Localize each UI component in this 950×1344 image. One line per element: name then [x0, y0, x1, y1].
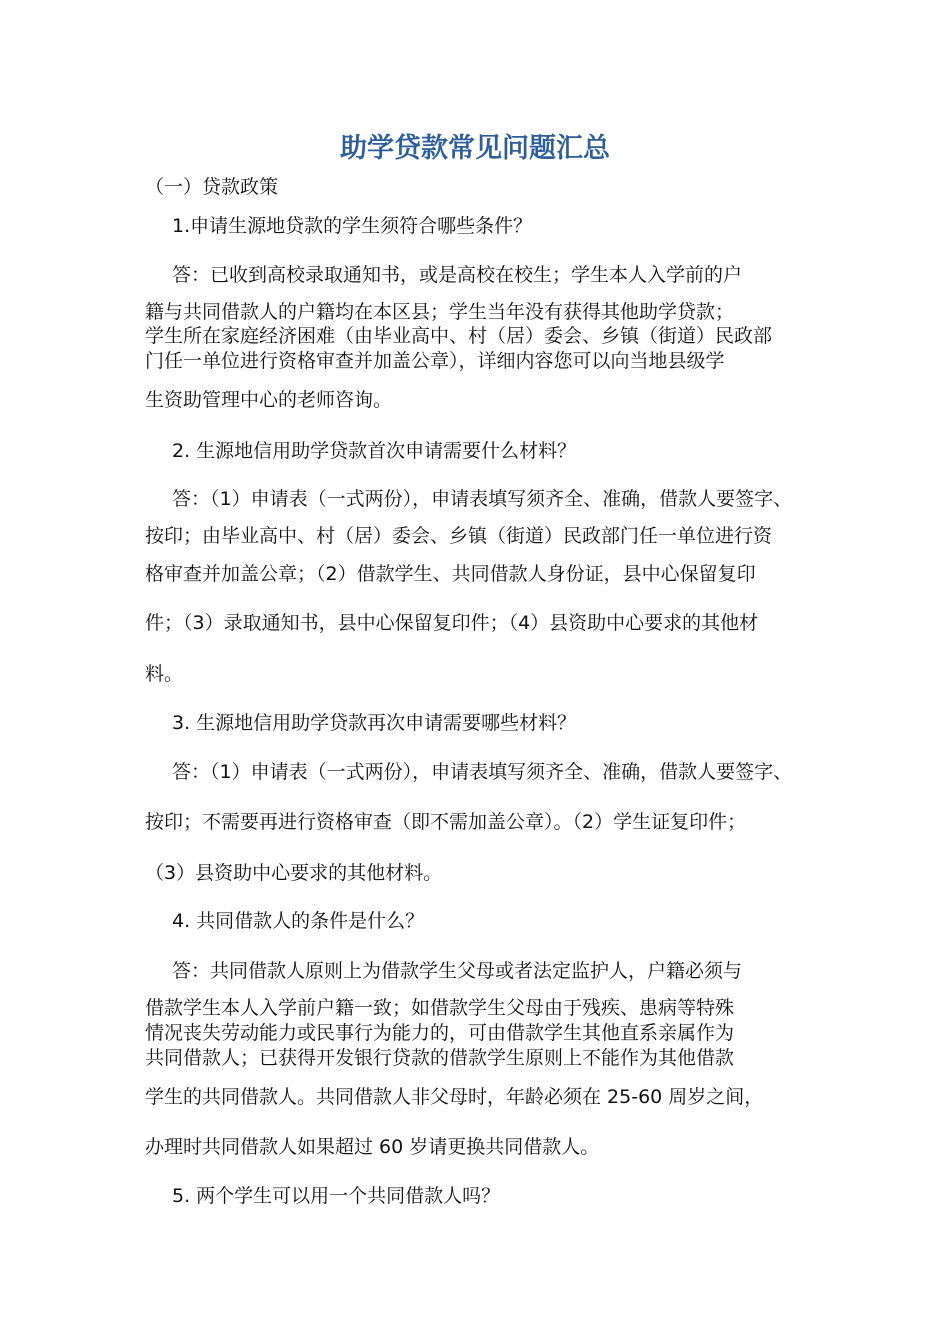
answer-1-line-2: 籍与共同借款人的户籍均在本区县；学生当年没有获得其他助学贷款； [145, 301, 735, 323]
answer-1-line-3: 学生所在家庭经济困难（由毕业高中、村（居）委会、乡镇（街道）民政部 [145, 325, 773, 347]
section-heading: （一）贷款政策 [145, 176, 279, 198]
question-4: 4. 共同借款人的条件是什么？ [172, 910, 425, 932]
answer-4-line-1: 答：共同借款人原则上为借款学生父母或者法定监护人，户籍必须与 [172, 960, 743, 982]
answer-3-line-3: （3）县资助中心要求的其他材料。 [145, 862, 443, 884]
document-title: 助学贷款常见问题汇总 [340, 133, 610, 164]
answer-3-line-1: 答：（1）申请表（一式两份），申请表填写须齐全、准确，借款人要签字、 [172, 761, 793, 783]
answer-4-line-2: 借款学生本人入学前户籍一致；如借款学生父母由于残疾、患病等特殊 [145, 997, 735, 1019]
answer-4-line-4: 共同借款人；已获得开发银行贷款的借款学生原则上不能作为其他借款 [145, 1047, 735, 1069]
question-2: 2. 生源地信用助学贷款首次申请需要什么材料？ [172, 440, 577, 462]
answer-2-line-1: 答：（1）申请表（一式两份），申请表填写须齐全、准确，借款人要签字、 [172, 488, 793, 510]
answer-2-line-2: 按印；由毕业高中、村（居）委会、乡镇（街道）民政部门任一单位进行资 [145, 525, 773, 547]
answer-1-line-4: 门任一单位进行资格审查并加盖公章），详细内容您可以向当地县级学 [145, 350, 725, 372]
answer-4-line-5: 学生的共同借款人。共同借款人非父母时，年龄必须在 25-60 周岁之间， [145, 1086, 764, 1108]
answer-4-line-3: 情况丧失劳动能力或民事行为能力的，可由借款学生其他直系亲属作为 [145, 1022, 735, 1044]
answer-1-line-5: 生资助管理中心的老师咨询。 [145, 389, 393, 411]
answer-2-line-4: 件；（3）录取通知书，县中心保留复印件；（4）县资助中心要求的其他材 [145, 612, 759, 634]
answer-4-line-6: 办理时共同借款人如果超过 60 岁请更换共同借款人。 [145, 1136, 600, 1158]
answer-3-line-2: 按印；不需要再进行资格审查（即不需加盖公章）。（2）学生证复印件； [145, 811, 747, 833]
answer-1-line-1: 答：已收到高校录取通知书，或是高校在校生；学生本人入学前的户 [172, 264, 743, 286]
question-3: 3. 生源地信用助学贷款再次申请需要哪些材料？ [172, 712, 577, 734]
question-5: 5. 两个学生可以用一个共同借款人吗？ [172, 1185, 501, 1207]
answer-2-line-3: 格审查并加盖公章；（2）借款学生、共同借款人身份证，县中心保留复印 [145, 563, 756, 585]
question-1: 1.申请生源地贷款的学生须符合哪些条件？ [172, 215, 533, 237]
answer-2-line-5: 料。 [145, 663, 184, 685]
